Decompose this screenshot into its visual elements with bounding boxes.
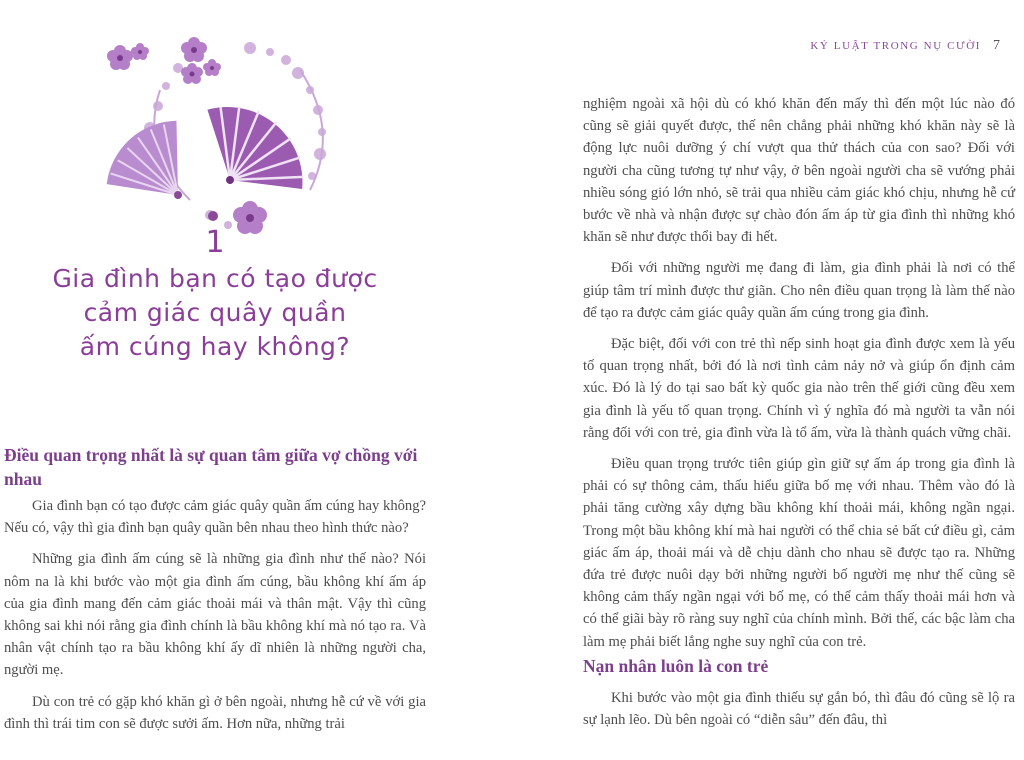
flower-cluster-top-icon <box>181 37 221 84</box>
right-body-text-bottom <box>583 687 1015 740</box>
paragraph: Dù con trẻ có gặp khó khăn gì ở bên ngoài, nhưng hễ cứ về với gia đình thì trái tim con sẽ được sưởi ấm. Hơn nữa, những trải <box>4 693 426 732</box>
right-page <box>512 0 1024 760</box>
chapter-title-line: ấm cúng hay không? <box>79 332 351 361</box>
running-header <box>810 38 1000 54</box>
running-header-title: KỶ LUẬT TRONG NỤ CƯỜI <box>810 40 981 52</box>
fan-flower-ornament <box>100 30 340 250</box>
paragraph: Những gia đình ấm cúng sẽ là những gia đình như thế nào? Nói nôm na là khi bước vào một gia đình ấm cúng, bầu không khí ấm áp của gia đình mang đến cảm giác thoải mái và thân mật. Vậy thì cũng không sai khi nói rằng gia đình chính là bầu không khí mà nó tạo ra. Và nhân vật chính tạo ra bầu không khí ấy dĩ nhiên là những người cha, người mẹ. <box>4 551 426 679</box>
chapter-title <box>0 262 430 364</box>
paragraph: nghiệm ngoài xã hội dù có khó khăn đến mấy thì đến một lúc nào đó cũng sẽ giải quyết được, thế nên chẳng phải những khó khăn này sẽ là động lực nuôi dưỡng ý chí vượt qua thử thách của con sao? Đối với người cha cũng tương tự như vậy, ở bên ngoài người cha sẽ vướng phải nhiều sóng gió lớn nhỏ, sẽ trải qua nhiều cảm giác khó chịu, nhưng hễ cứ bước về nhà và nhận được sự chào đón ấm áp từ gia đình thì những khó khăn sẽ như được thổi bay đi hết. <box>583 96 1015 246</box>
paragraph: Khi bước vào một gia đình thiếu sự gắn bó, thì đâu đó cũng sẽ lộ ra sự lạnh lẽo. Dù bên ngoài có “diễn sâu” đến đâu, thì <box>583 690 1015 729</box>
left-body-text <box>4 495 426 744</box>
paragraph: Gia đình bạn có tạo được cảm giác quây quần ấm cúng hay không? Nếu có, vậy thì gia đình bạn quây quần bên nhau theo hình thức nào? <box>4 498 426 537</box>
right-body-text-top <box>583 93 1015 662</box>
page-number: 7 <box>993 38 1000 53</box>
left-fan-icon <box>100 115 207 224</box>
paragraph: Điều quan trọng trước tiên giúp gìn giữ sự ấm áp trong gia đình là phải có sự thông cảm, thấu hiểu giữa bố mẹ với nhau. Thêm vào đó là phải tăng cường xây dựng bầu không khí thoải mái, không ngần ngại. Trong một bầu không khí mà hai người có thể chia sẻ bất cứ điều gì, cảm giác ấm áp, thoải mái và dễ chịu dành cho nhau sẽ được tạo ra. Những đứa trẻ được nuôi dạy bởi những người bố người mẹ như thế cũng sẽ không cảm thấy ngần ngại với bố mẹ, có thể cảm thấy thoải mái hơn và có thể giãi bày rõ ràng suy nghĩ của chính mình. Bởi thế, các bậc làm cha làm mẹ phải biết lắng nghe suy nghĩ của con trẻ. <box>583 456 1015 650</box>
paragraph: Đặc biệt, đối với con trẻ thì nếp sinh hoạt gia đình được xem là yếu tố quan trọng nhất, bởi đó là nơi tình cảm nảy nở và giúp ổn định cảm xúc. Đó là lý do tại sao bất kỳ quốc gia nào trên thế giới cũng đều xem gia đình là yếu tố quan trọng. Chính vì ý nghĩa đó mà người ta vẫn nói rằng đối với con trẻ, gia đình vừa là tổ ấm, vừa là thành quách vững chãi. <box>583 336 1015 441</box>
chapter-title-line: cảm giác quây quần <box>83 298 347 327</box>
chapter-title-line: Gia đình bạn có tạo được <box>52 264 378 293</box>
section-heading: Điều quan trọng nhất là sự quan tâm giữa vợ chồng với nhau <box>4 445 418 489</box>
flower-cluster-top-left-icon <box>107 43 149 70</box>
section-heading: Nạn nhân luôn là con trẻ <box>583 656 769 676</box>
paragraph: Đối với những người mẹ đang đi làm, gia đình phải là nơi có thể giúp tâm trí mình được thư giãn. Cho nên điều quan trọng là làm thế nào để tạo ra được cảm giác quây quần ấm cúng trong gia đình. <box>583 260 1015 321</box>
chapter-number: 1 <box>205 225 225 260</box>
right-fan-icon <box>190 98 318 202</box>
